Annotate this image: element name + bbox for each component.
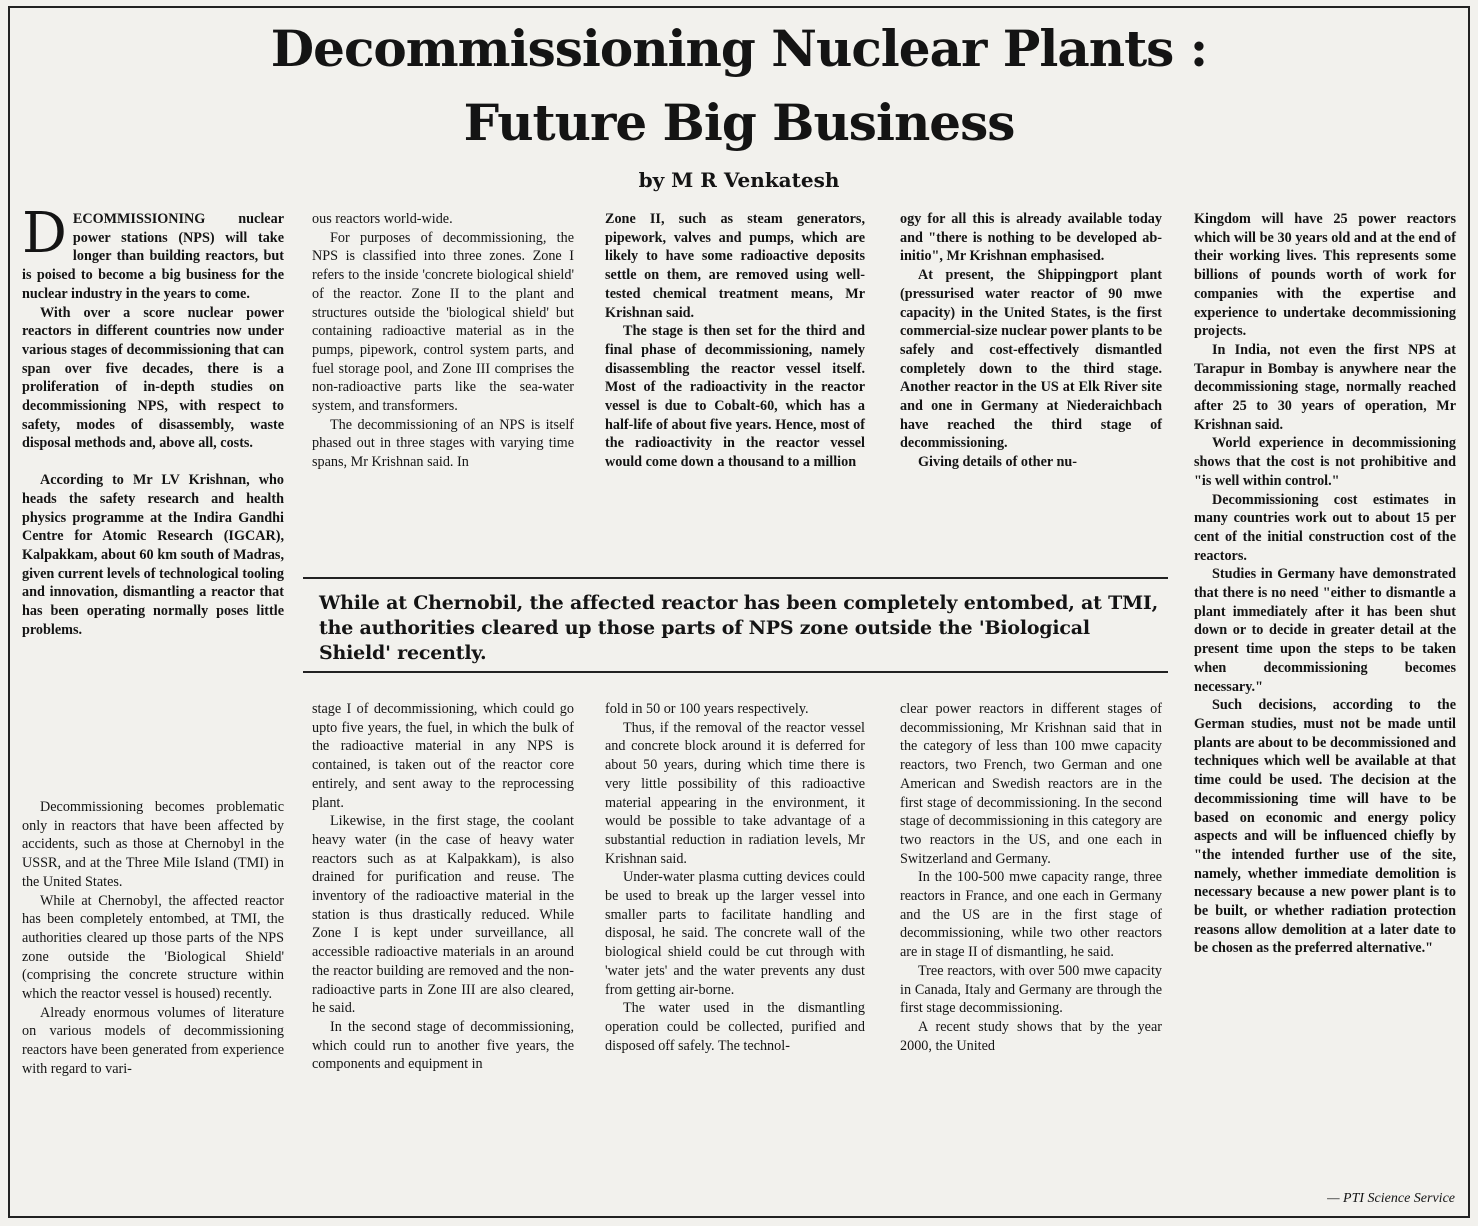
paragraph: Decommissioning becomes problematic only in reactors that have been affected by accidents, such as those at Chernobyl in the USSR, and at the Three Mile Island (TMI) in the United States.: [22, 799, 284, 890]
pull-quote: [303, 577, 1168, 673]
drop-cap: D: [22, 201, 67, 266]
paragraph: According to Mr LV Krishnan, who heads the safety research and health physics programme at the Indira Gandhi Centre for Atomic Research (IGCAR), Kalpakkam, about 60 km south of Madras, given current levels of technological tooling and innovation, dismantling a reactor that has been operating normally poses little problems.: [22, 472, 284, 638]
paragraph: Kingdom will have 25 power reactors which will be 30 years old and at the end of their working lives. This represents some billions of pounds worth of work for companies with the expertise and experience to undertake decommissioning projects.: [1194, 211, 1456, 340]
paragraph: ous reactors world-wide.: [312, 211, 453, 227]
lead-text: nuclear power stations (NPS) will take longer than building reactors, but is poised to become a big business for the nuclear industry in the years to come.: [22, 211, 284, 302]
paragraph: In the 100-500 mwe capacity range, three reactors in France, and one each in Germany and the US are in the first stage of decommissioning, while two other reactors are in stage II of dismantling, he said.: [900, 869, 1162, 961]
paragraph: Under-water plasma cutting devices could be used to break up the larger vessel into smaller parts to facilitate handling and disposal, he said. The concrete wall of the biological shield could be cut through with 'water jets' and the water prevents any dust from getting air-borne.: [605, 869, 865, 998]
paragraph: stage I of decommissioning, which could go upto five years, the fuel, in which the bulk of the radioactive material in any NPS is contained, is taken out of the reactor core entirely, and sent away to the reprocessing plant.: [312, 701, 574, 811]
column-3-bottom: [605, 700, 865, 1055]
paragraph: Already enormous volumes of literature on various models of decommissioning reactors have been generated from experience with regard to vari-: [22, 1004, 284, 1077]
paragraph: Giving details of other nu-: [918, 454, 1077, 471]
paragraph: A recent study shows that by the year 2000, the United: [900, 1018, 1162, 1054]
paragraph: The water used in the dismantling operation could be collected, purified and disposed off safely. The technol-: [605, 1000, 865, 1054]
paragraph: Decommissioning cost estimates in many countries work out to about 15 per cent of the initial construction cost of the reactors.: [1194, 491, 1456, 564]
paragraph: The decommissioning of an NPS is itself phased out in three stages with varying time spans, Mr Krishnan said. In: [312, 416, 574, 471]
paragraph: Tree reactors, with over 500 mwe capacity in Canada, Italy and Germany are through the first stage decommissioning.: [900, 962, 1162, 1017]
paragraph: In the second stage of decommissioning, which could run to another five years, the components and equipment in: [312, 1018, 574, 1073]
column-2-top: [312, 210, 574, 472]
headline-line-1: Decommissioning Nuclear Plants :: [270, 19, 1208, 78]
paragraph: The stage is then set for the third and final phase of decommissioning, namely disassembling the reactor vessel itself. Most of the radioactivity in the reactor vessel is due to Cobalt-60, which has a half-life of about five years. Hence, most of the radioactivity in the reactor vessel would come down a thousand to a million: [605, 323, 865, 471]
column-3-top: [605, 210, 865, 472]
column-5: [1194, 210, 1456, 958]
paragraph: Likewise, in the first stage, the coolant heavy water (in the case of heavy water reactors such as at Kalpakkam), is also drained for purification and reuse. The inventory of the radioactive material in the station is thus drastically reduced. While Zone I is kept under surveillance, all accessible radioactive materials in an around the reactor building are removed and the non-radioactive parts in Zone III are also cleared, he said.: [312, 813, 574, 1017]
paragraph: At present, the Shippingport plant (pressurised water reactor of 90 mwe capacity) in the United States, is the first commercial-size nuclear power plants to be safely and cost-effectively dismantled completely down to the third stage. Another reactor in the US at Elk River site and one in Germany at Niederaichbach have reached the third stage of decommissioning.: [900, 267, 1162, 452]
paragraph: fold in 50 or 100 years respectively.: [605, 701, 809, 717]
column-1-lower: [22, 798, 284, 1079]
byline: by M R Venkatesh: [638, 168, 840, 192]
column-1: [22, 201, 284, 639]
lead-caps: ECOMMISSIONING: [72, 211, 206, 227]
paragraph: Studies in Germany have demonstrated that there is no need "either to dismantle a plant immediately after it has been shut down or to decide in greater detail at the present time upon the steps to be taken when decommissioning becomes necessary.": [1194, 566, 1456, 695]
top-rule: [8, 6, 1470, 8]
pull-quote-text: While at Chernobil, the affected reactor has been completely entombed, at TMI, the authorities cleared up those parts of NPS zone outside the 'Biological Shield' recently.: [319, 592, 1159, 664]
paragraph: clear power reactors in different stages of decommissioning, Mr Krishnan said that in the category of less than 100 mwe capacity reactors, two French, two German and one American and Swedish reactors are in the first stage of decommissioning. In the second stage of decommissioning in this category are two reactors in the US, and one each in Switzerland and Germany.: [900, 701, 1162, 867]
paragraph: In India, not even the first NPS at Tarapur in Bombay is anywhere near the decommissioning stage, normally reached after 25 to 30 years of operation, Mr Krishnan said.: [1194, 341, 1456, 433]
paragraph: World experience in decommissioning shows that the cost is not prohibitive and "is well within control.": [1194, 435, 1456, 489]
paragraph: ogy for all this is already available today and "there is nothing to be developed ab-initio", Mr Krishnan emphasised.: [900, 211, 1162, 265]
paragraph: While at Chernobyl, the affected reactor has been completely entombed, at TMI, the authorities cleared up those parts of the NPS zone outside the 'Biological Shield' (comprising the concrete structure within which the reactor vessel is housed) recently.: [22, 892, 284, 1003]
column-2-bottom: [312, 700, 574, 1074]
paragraph: Thus, if the removal of the reactor vessel and concrete block around it is deferred for about 50 years, during which time there is very little possibility of this radioactive material appearing in the environment, it would be possible to take advantage of a substantial reduction in radiation levels, Mr Krishnan said.: [605, 719, 865, 867]
headline-line-2: Future Big Business: [463, 93, 1015, 152]
paragraph: Zone II, such as steam generators, pipework, valves and pumps, which are likely to have some radioactive deposits settle on them, are removed using well-tested chemical treatment means, Mr Krishnan said.: [605, 211, 865, 321]
column-4-top: [900, 210, 1162, 472]
lead-paragraph: [22, 201, 284, 304]
paragraph: With over a score nuclear power reactors in different countries now under various stages of decommissioning that can span over five decades, there is a proliferation of in-depth studies on decommissioning NPS, with respect to safety, modes of disassembly, waste disposal methods and, above all, costs.: [22, 304, 284, 452]
credit-line: — PTI Science Service: [1327, 1191, 1455, 1206]
column-4-bottom: [900, 700, 1162, 1055]
paragraph: Such decisions, according to the German studies, must not be made until plants are about to be decommissioned and techniques which well be available at that time could be used. The decision at the decommissioning time will have to be based on economic and energy policy aspects and will be influenced chiefly by "the intended further use of the site, namely, whether immediate demolition is necessary because a new power plant is to be built, or whether radiation protection reasons allow demolition at a later date to be chosen as the preferred alternative.": [1194, 697, 1456, 957]
bottom-rule: [8, 1216, 1470, 1218]
paragraph: For purposes of decommissioning, the NPS is classified into three zones. Zone I refers to the inside 'concrete biological shield' of the reactor. Zone II to the plant and structures outside the 'biological shield' but containing radioactive material as in the pumps, pipework, control system parts, and fuel storage pool, and Zone III comprises the non-radioactive parts like the sea-water system, and transformers.: [312, 229, 574, 415]
